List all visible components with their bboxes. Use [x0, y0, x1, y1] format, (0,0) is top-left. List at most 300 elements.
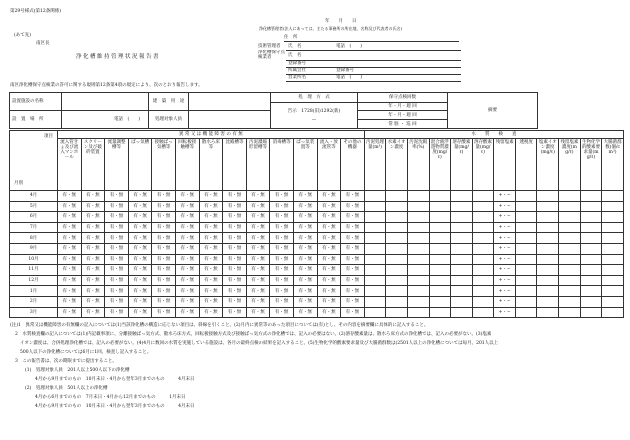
- yes-no-cell[interactable]: 有・無: [128, 307, 152, 318]
- yes-no-cell[interactable]: 有・無: [317, 201, 341, 212]
- yes-no-cell[interactable]: 有・無: [81, 222, 105, 233]
- yes-no-cell[interactable]: 有・無: [175, 296, 199, 307]
- water-value-cell[interactable]: [515, 265, 537, 276]
- yes-no-cell[interactable]: 有・無: [293, 265, 317, 276]
- yes-no-cell[interactable]: 有・無: [246, 286, 270, 297]
- water-value-cell[interactable]: [429, 265, 451, 276]
- usage-value[interactable]: [189, 93, 271, 111]
- water-value-cell[interactable]: [580, 307, 602, 318]
- water-value-cell[interactable]: [407, 296, 429, 307]
- yes-no-cell[interactable]: 有・無: [270, 254, 294, 265]
- water-value-cell[interactable]: [537, 222, 559, 233]
- water-value-cell[interactable]: [515, 307, 537, 318]
- water-value-cell[interactable]: [451, 201, 473, 212]
- yes-no-cell[interactable]: 有・無: [105, 275, 129, 286]
- water-value-cell[interactable]: [515, 254, 537, 265]
- water-value-cell[interactable]: [429, 191, 451, 202]
- yes-no-cell[interactable]: 有・無: [199, 243, 223, 254]
- yes-no-cell[interactable]: 有・無: [175, 307, 199, 318]
- yes-no-cell[interactable]: 有・無: [246, 265, 270, 276]
- water-value-cell[interactable]: [364, 222, 386, 233]
- yes-no-cell[interactable]: 有・無: [246, 275, 270, 286]
- water-value-cell[interactable]: [386, 243, 408, 254]
- water-value-cell[interactable]: [472, 222, 494, 233]
- yes-no-cell[interactable]: 有・無: [58, 212, 82, 223]
- yes-no-cell[interactable]: 有・無: [175, 191, 199, 202]
- water-value-cell[interactable]: [472, 286, 494, 297]
- yes-no-cell[interactable]: 有・無: [293, 275, 317, 286]
- yes-no-cell[interactable]: 有・無: [246, 191, 270, 202]
- water-value-cell[interactable]: [515, 296, 537, 307]
- yes-no-cell[interactable]: 有・無: [293, 191, 317, 202]
- yes-no-cell[interactable]: 有・無: [270, 286, 294, 297]
- water-value-cell[interactable]: [407, 222, 429, 233]
- yes-no-cell[interactable]: 有・無: [58, 275, 82, 286]
- water-value-cell[interactable]: [580, 212, 602, 223]
- water-value-cell[interactable]: [515, 233, 537, 244]
- water-value-cell[interactable]: [472, 254, 494, 265]
- water-value-cell[interactable]: [386, 201, 408, 212]
- water-value-cell[interactable]: [364, 307, 386, 318]
- yes-no-cell[interactable]: 有・無: [105, 307, 129, 318]
- water-value-cell[interactable]: [559, 265, 581, 276]
- yes-no-cell[interactable]: 有・無: [105, 212, 129, 223]
- water-value-cell[interactable]: [559, 296, 581, 307]
- yes-no-cell[interactable]: 有・無: [128, 222, 152, 233]
- yes-no-cell[interactable]: 有・無: [341, 254, 365, 265]
- water-value-cell[interactable]: [559, 275, 581, 286]
- water-value-cell[interactable]: [429, 307, 451, 318]
- yes-no-cell[interactable]: 有・無: [246, 201, 270, 212]
- water-value-cell[interactable]: [580, 286, 602, 297]
- yes-no-cell[interactable]: 有・無: [58, 233, 82, 244]
- yes-no-cell[interactable]: 有・無: [199, 222, 223, 233]
- water-value-cell[interactable]: [515, 201, 537, 212]
- water-value-cell[interactable]: [386, 275, 408, 286]
- yes-no-cell[interactable]: 有・無: [105, 243, 129, 254]
- yes-no-cell[interactable]: 有・無: [58, 307, 82, 318]
- yes-no-cell[interactable]: 有・無: [317, 191, 341, 202]
- water-value-cell[interactable]: [537, 212, 559, 223]
- yes-no-cell[interactable]: 有・無: [175, 286, 199, 297]
- residual-chlorine-cell[interactable]: +・−: [494, 212, 516, 223]
- yes-no-cell[interactable]: 有・無: [341, 296, 365, 307]
- water-value-cell[interactable]: [472, 296, 494, 307]
- water-value-cell[interactable]: [537, 265, 559, 276]
- yes-no-cell[interactable]: 有・無: [128, 275, 152, 286]
- yes-no-cell[interactable]: 有・無: [223, 233, 247, 244]
- water-value-cell[interactable]: [515, 222, 537, 233]
- water-value-cell[interactable]: [580, 243, 602, 254]
- yes-no-cell[interactable]: 有・無: [317, 307, 341, 318]
- water-value-cell[interactable]: [559, 243, 581, 254]
- yes-no-cell[interactable]: 有・無: [105, 233, 129, 244]
- yes-no-cell[interactable]: 有・無: [105, 201, 129, 212]
- yes-no-cell[interactable]: 有・無: [317, 233, 341, 244]
- water-value-cell[interactable]: [451, 191, 473, 202]
- yes-no-cell[interactable]: 有・無: [58, 222, 82, 233]
- yes-no-cell[interactable]: 有・無: [81, 296, 105, 307]
- yes-no-cell[interactable]: 有・無: [152, 233, 176, 244]
- yes-no-cell[interactable]: 有・無: [199, 296, 223, 307]
- yes-no-cell[interactable]: 有・無: [81, 212, 105, 223]
- water-value-cell[interactable]: [580, 201, 602, 212]
- water-value-cell[interactable]: [407, 233, 429, 244]
- water-value-cell[interactable]: [386, 265, 408, 276]
- water-value-cell[interactable]: [364, 243, 386, 254]
- yes-no-cell[interactable]: 有・無: [81, 243, 105, 254]
- water-value-cell[interactable]: [364, 254, 386, 265]
- yes-no-cell[interactable]: 有・無: [341, 222, 365, 233]
- water-value-cell[interactable]: [580, 265, 602, 276]
- water-value-cell[interactable]: [559, 212, 581, 223]
- yes-no-cell[interactable]: 有・無: [317, 296, 341, 307]
- water-value-cell[interactable]: [602, 275, 624, 286]
- yes-no-cell[interactable]: 有・無: [223, 286, 247, 297]
- yes-no-cell[interactable]: 有・無: [317, 286, 341, 297]
- yes-no-cell[interactable]: 有・無: [223, 307, 247, 318]
- water-value-cell[interactable]: [515, 212, 537, 223]
- water-value-cell[interactable]: [386, 307, 408, 318]
- water-value-cell[interactable]: [537, 254, 559, 265]
- yes-no-cell[interactable]: 有・無: [175, 201, 199, 212]
- yes-no-cell[interactable]: 有・無: [246, 254, 270, 265]
- water-value-cell[interactable]: [537, 243, 559, 254]
- water-value-cell[interactable]: [580, 222, 602, 233]
- residual-chlorine-cell[interactable]: +・−: [494, 254, 516, 265]
- yes-no-cell[interactable]: 有・無: [223, 265, 247, 276]
- yes-no-cell[interactable]: 有・無: [199, 191, 223, 202]
- yes-no-cell[interactable]: 有・無: [223, 201, 247, 212]
- water-value-cell[interactable]: [407, 243, 429, 254]
- water-value-cell[interactable]: [602, 222, 624, 233]
- water-value-cell[interactable]: [407, 254, 429, 265]
- water-value-cell[interactable]: [407, 201, 429, 212]
- residual-chlorine-cell[interactable]: +・−: [494, 286, 516, 297]
- water-value-cell[interactable]: [429, 275, 451, 286]
- yes-no-cell[interactable]: 有・無: [128, 296, 152, 307]
- water-value-cell[interactable]: [537, 275, 559, 286]
- yes-no-cell[interactable]: 有・無: [293, 286, 317, 297]
- water-value-cell[interactable]: [602, 201, 624, 212]
- yes-no-cell[interactable]: 有・無: [223, 296, 247, 307]
- yes-no-cell[interactable]: 有・無: [317, 265, 341, 276]
- yes-no-cell[interactable]: 有・無: [293, 307, 317, 318]
- yes-no-cell[interactable]: 有・無: [270, 296, 294, 307]
- water-value-cell[interactable]: [364, 296, 386, 307]
- water-value-cell[interactable]: [451, 307, 473, 318]
- yes-no-cell[interactable]: 有・無: [199, 201, 223, 212]
- water-value-cell[interactable]: [451, 243, 473, 254]
- yes-no-cell[interactable]: 有・無: [152, 222, 176, 233]
- residual-chlorine-cell[interactable]: +・−: [494, 233, 516, 244]
- yes-no-cell[interactable]: 有・無: [105, 191, 129, 202]
- residual-chlorine-cell[interactable]: +・−: [494, 222, 516, 233]
- facility-name-value[interactable]: [62, 93, 149, 111]
- yes-no-cell[interactable]: 有・無: [246, 212, 270, 223]
- yes-no-cell[interactable]: 有・無: [341, 275, 365, 286]
- water-value-cell[interactable]: [364, 201, 386, 212]
- yes-no-cell[interactable]: 有・無: [199, 265, 223, 276]
- water-value-cell[interactable]: [580, 254, 602, 265]
- residual-chlorine-cell[interactable]: +・−: [494, 191, 516, 202]
- yes-no-cell[interactable]: 有・無: [246, 307, 270, 318]
- yes-no-cell[interactable]: 有・無: [270, 191, 294, 202]
- yes-no-cell[interactable]: 有・無: [58, 191, 82, 202]
- yes-no-cell[interactable]: 有・無: [128, 233, 152, 244]
- yes-no-cell[interactable]: 有・無: [317, 212, 341, 223]
- yes-no-cell[interactable]: 有・無: [152, 275, 176, 286]
- water-value-cell[interactable]: [386, 233, 408, 244]
- yes-no-cell[interactable]: 有・無: [293, 233, 317, 244]
- yes-no-cell[interactable]: 有・無: [58, 296, 82, 307]
- yes-no-cell[interactable]: 有・無: [341, 201, 365, 212]
- yes-no-cell[interactable]: 有・無: [246, 243, 270, 254]
- yes-no-cell[interactable]: 有・無: [293, 201, 317, 212]
- residual-chlorine-cell[interactable]: +・−: [494, 275, 516, 286]
- water-value-cell[interactable]: [451, 212, 473, 223]
- yes-no-cell[interactable]: 有・無: [105, 286, 129, 297]
- yes-no-cell[interactable]: 有・無: [175, 233, 199, 244]
- yes-no-cell[interactable]: 有・無: [223, 191, 247, 202]
- yes-no-cell[interactable]: 有・無: [152, 201, 176, 212]
- water-value-cell[interactable]: [386, 254, 408, 265]
- yes-no-cell[interactable]: 有・無: [128, 201, 152, 212]
- yes-no-cell[interactable]: 有・無: [293, 243, 317, 254]
- residual-chlorine-cell[interactable]: +・−: [494, 265, 516, 276]
- yes-no-cell[interactable]: 有・無: [341, 212, 365, 223]
- water-value-cell[interactable]: [451, 296, 473, 307]
- yes-no-cell[interactable]: 有・無: [105, 222, 129, 233]
- yes-no-cell[interactable]: 有・無: [270, 201, 294, 212]
- residual-chlorine-cell[interactable]: +・−: [494, 201, 516, 212]
- yes-no-cell[interactable]: 有・無: [246, 233, 270, 244]
- residual-chlorine-cell[interactable]: +・−: [494, 243, 516, 254]
- water-value-cell[interactable]: [472, 243, 494, 254]
- yes-no-cell[interactable]: 有・無: [341, 286, 365, 297]
- water-value-cell[interactable]: [472, 275, 494, 286]
- yes-no-cell[interactable]: 有・無: [223, 275, 247, 286]
- water-value-cell[interactable]: [386, 212, 408, 223]
- water-value-cell[interactable]: [386, 222, 408, 233]
- residual-chlorine-cell[interactable]: +・−: [494, 307, 516, 318]
- water-value-cell[interactable]: [515, 191, 537, 202]
- yes-no-cell[interactable]: 有・無: [152, 191, 176, 202]
- yes-no-cell[interactable]: 有・無: [317, 254, 341, 265]
- yes-no-cell[interactable]: 有・無: [175, 254, 199, 265]
- yes-no-cell[interactable]: 有・無: [317, 222, 341, 233]
- yes-no-cell[interactable]: 有・無: [152, 265, 176, 276]
- yes-no-cell[interactable]: 有・無: [270, 212, 294, 223]
- water-value-cell[interactable]: [451, 254, 473, 265]
- water-value-cell[interactable]: [386, 286, 408, 297]
- water-value-cell[interactable]: [429, 243, 451, 254]
- water-value-cell[interactable]: [602, 233, 624, 244]
- yes-no-cell[interactable]: 有・無: [58, 286, 82, 297]
- yes-no-cell[interactable]: 有・無: [199, 307, 223, 318]
- water-value-cell[interactable]: [602, 307, 624, 318]
- water-value-cell[interactable]: [537, 307, 559, 318]
- water-value-cell[interactable]: [472, 265, 494, 276]
- water-value-cell[interactable]: [559, 307, 581, 318]
- yes-no-cell[interactable]: 有・無: [223, 222, 247, 233]
- yes-no-cell[interactable]: 有・無: [105, 254, 129, 265]
- water-value-cell[interactable]: [537, 233, 559, 244]
- yes-no-cell[interactable]: 有・無: [58, 201, 82, 212]
- water-value-cell[interactable]: [559, 233, 581, 244]
- water-value-cell[interactable]: [364, 286, 386, 297]
- yes-no-cell[interactable]: 有・無: [199, 212, 223, 223]
- water-value-cell[interactable]: [386, 296, 408, 307]
- water-value-cell[interactable]: [472, 307, 494, 318]
- yes-no-cell[interactable]: 有・無: [199, 254, 223, 265]
- water-value-cell[interactable]: [537, 201, 559, 212]
- yes-no-cell[interactable]: 有・無: [152, 212, 176, 223]
- yes-no-cell[interactable]: 有・無: [128, 243, 152, 254]
- yes-no-cell[interactable]: 有・無: [105, 265, 129, 276]
- yes-no-cell[interactable]: 有・無: [317, 243, 341, 254]
- water-value-cell[interactable]: [580, 296, 602, 307]
- yes-no-cell[interactable]: 有・無: [270, 307, 294, 318]
- water-value-cell[interactable]: [602, 212, 624, 223]
- water-value-cell[interactable]: [602, 191, 624, 202]
- water-value-cell[interactable]: [451, 233, 473, 244]
- yes-no-cell[interactable]: 有・無: [81, 307, 105, 318]
- yes-no-cell[interactable]: 有・無: [81, 191, 105, 202]
- yes-no-cell[interactable]: 有・無: [81, 286, 105, 297]
- yes-no-cell[interactable]: 有・無: [341, 265, 365, 276]
- water-value-cell[interactable]: [580, 233, 602, 244]
- yes-no-cell[interactable]: 有・無: [152, 296, 176, 307]
- water-value-cell[interactable]: [537, 191, 559, 202]
- yes-no-cell[interactable]: 有・無: [293, 212, 317, 223]
- yes-no-cell[interactable]: 有・無: [175, 243, 199, 254]
- yes-no-cell[interactable]: 有・無: [270, 275, 294, 286]
- yes-no-cell[interactable]: 有・無: [58, 254, 82, 265]
- water-value-cell[interactable]: [580, 191, 602, 202]
- yes-no-cell[interactable]: 有・無: [105, 296, 129, 307]
- yes-no-cell[interactable]: 有・無: [293, 296, 317, 307]
- yes-no-cell[interactable]: 有・無: [81, 201, 105, 212]
- yes-no-cell[interactable]: 有・無: [293, 254, 317, 265]
- yes-no-cell[interactable]: 有・無: [341, 233, 365, 244]
- yes-no-cell[interactable]: 有・無: [152, 254, 176, 265]
- water-value-cell[interactable]: [515, 286, 537, 297]
- yes-no-cell[interactable]: 有・無: [341, 307, 365, 318]
- yes-no-cell[interactable]: 有・無: [175, 275, 199, 286]
- yes-no-cell[interactable]: 有・無: [58, 265, 82, 276]
- water-value-cell[interactable]: [451, 222, 473, 233]
- water-value-cell[interactable]: [580, 275, 602, 286]
- yes-no-cell[interactable]: 有・無: [128, 254, 152, 265]
- yes-no-cell[interactable]: 有・無: [199, 233, 223, 244]
- water-value-cell[interactable]: [407, 307, 429, 318]
- water-value-cell[interactable]: [364, 212, 386, 223]
- water-value-cell[interactable]: [451, 286, 473, 297]
- yes-no-cell[interactable]: 有・無: [199, 275, 223, 286]
- water-value-cell[interactable]: [429, 201, 451, 212]
- water-value-cell[interactable]: [515, 243, 537, 254]
- yes-no-cell[interactable]: 有・無: [81, 275, 105, 286]
- water-value-cell[interactable]: [429, 254, 451, 265]
- yes-no-cell[interactable]: 有・無: [152, 243, 176, 254]
- water-value-cell[interactable]: [429, 286, 451, 297]
- yes-no-cell[interactable]: 有・無: [270, 233, 294, 244]
- yes-no-cell[interactable]: 有・無: [175, 265, 199, 276]
- water-value-cell[interactable]: [537, 296, 559, 307]
- water-value-cell[interactable]: [407, 212, 429, 223]
- water-value-cell[interactable]: [559, 222, 581, 233]
- water-value-cell[interactable]: [429, 296, 451, 307]
- water-value-cell[interactable]: [429, 233, 451, 244]
- residual-chlorine-cell[interactable]: +・−: [494, 296, 516, 307]
- yes-no-cell[interactable]: 有・無: [152, 286, 176, 297]
- yes-no-cell[interactable]: 有・無: [223, 243, 247, 254]
- water-value-cell[interactable]: [364, 265, 386, 276]
- yes-no-cell[interactable]: 有・無: [128, 286, 152, 297]
- water-value-cell[interactable]: [364, 233, 386, 244]
- yes-no-cell[interactable]: 有・無: [128, 212, 152, 223]
- water-value-cell[interactable]: [515, 275, 537, 286]
- water-value-cell[interactable]: [451, 265, 473, 276]
- water-value-cell[interactable]: [472, 201, 494, 212]
- yes-no-cell[interactable]: 有・無: [81, 233, 105, 244]
- yes-no-cell[interactable]: 有・無: [246, 296, 270, 307]
- water-value-cell[interactable]: [407, 286, 429, 297]
- yes-no-cell[interactable]: 有・無: [128, 191, 152, 202]
- yes-no-cell[interactable]: 有・無: [128, 265, 152, 276]
- water-value-cell[interactable]: [472, 233, 494, 244]
- yes-no-cell[interactable]: 有・無: [223, 212, 247, 223]
- yes-no-cell[interactable]: 有・無: [293, 222, 317, 233]
- water-value-cell[interactable]: [602, 254, 624, 265]
- water-value-cell[interactable]: [559, 254, 581, 265]
- water-value-cell[interactable]: [559, 191, 581, 202]
- water-value-cell[interactable]: [407, 265, 429, 276]
- yes-no-cell[interactable]: 有・無: [341, 191, 365, 202]
- yes-no-cell[interactable]: 有・無: [175, 212, 199, 223]
- yes-no-cell[interactable]: 有・無: [341, 243, 365, 254]
- water-value-cell[interactable]: [602, 286, 624, 297]
- yes-no-cell[interactable]: 有・無: [175, 222, 199, 233]
- target-value[interactable]: [189, 111, 271, 129]
- yes-no-cell[interactable]: 有・無: [317, 275, 341, 286]
- yes-no-cell[interactable]: 有・無: [270, 243, 294, 254]
- water-value-cell[interactable]: [429, 212, 451, 223]
- water-value-cell[interactable]: [407, 191, 429, 202]
- water-value-cell[interactable]: [451, 275, 473, 286]
- water-value-cell[interactable]: [407, 275, 429, 286]
- yes-no-cell[interactable]: 有・無: [223, 254, 247, 265]
- water-value-cell[interactable]: [602, 243, 624, 254]
- water-value-cell[interactable]: [386, 191, 408, 202]
- water-value-cell[interactable]: [602, 265, 624, 276]
- yes-no-cell[interactable]: 有・無: [270, 222, 294, 233]
- yes-no-cell[interactable]: 有・無: [81, 254, 105, 265]
- yes-no-cell[interactable]: 有・無: [81, 265, 105, 276]
- water-value-cell[interactable]: [537, 286, 559, 297]
- water-value-cell[interactable]: [559, 201, 581, 212]
- water-value-cell[interactable]: [429, 222, 451, 233]
- water-value-cell[interactable]: [364, 275, 386, 286]
- yes-no-cell[interactable]: 有・無: [152, 307, 176, 318]
- water-value-cell[interactable]: [602, 296, 624, 307]
- water-value-cell[interactable]: [559, 286, 581, 297]
- yes-no-cell[interactable]: 有・無: [199, 286, 223, 297]
- yes-no-cell[interactable]: 有・無: [58, 243, 82, 254]
- water-value-cell[interactable]: [472, 212, 494, 223]
- water-value-cell[interactable]: [472, 191, 494, 202]
